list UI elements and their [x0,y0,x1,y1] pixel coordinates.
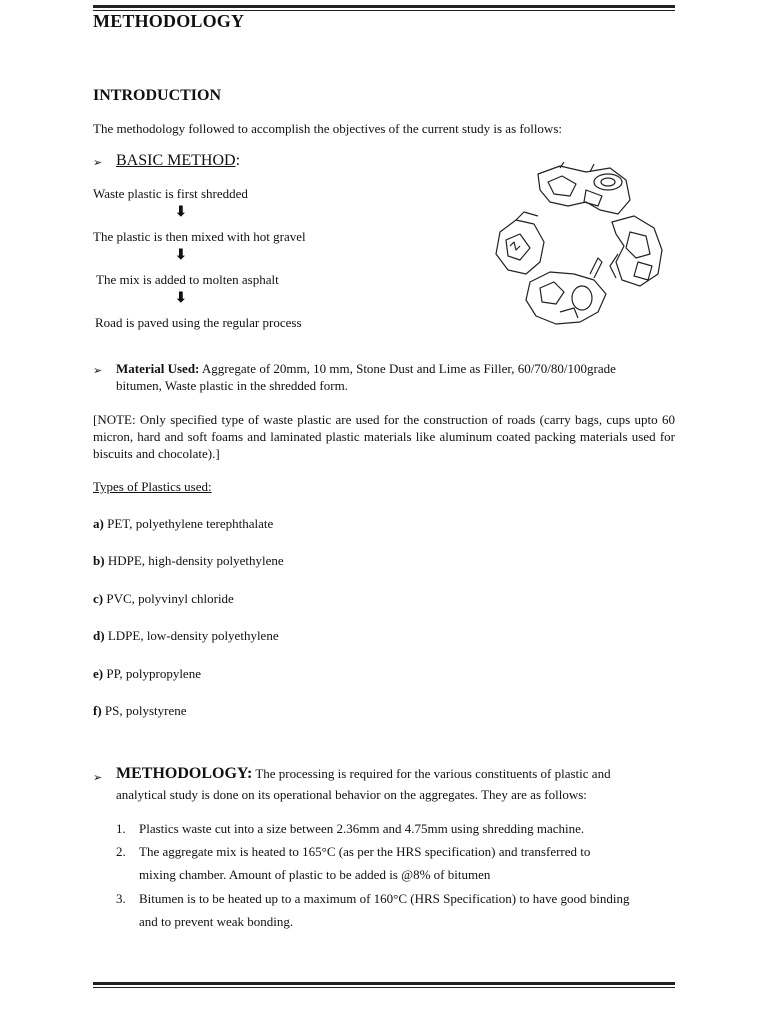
flow-step-1: Waste plastic is first shredded [93,186,248,201]
step-text-continued: and to prevent weak bonding. [139,914,294,929]
plastic-item [93,516,273,532]
bottom-rule-thin [93,987,675,988]
plastic-item [93,666,201,682]
material-used-label: Material Used: [116,361,200,376]
plastic-item-key: c) [93,591,104,606]
plastic-item-text: PET, polyethylene terephthalate [103,516,274,531]
methodology-line1 [116,765,611,783]
down-arrow-icon: ⬇ [175,291,187,306]
note-paragraph: [NOTE: Only specified type of waste plastic are used for the construction of roads (carry bags, cups upto 60 micron, hard and soft foams and laminated plastic materials like aluminum coated packing materials used for biscuits and chocolate).] [93,412,675,461]
bullet-arrow-icon: ➢ [93,772,103,784]
plastic-item-text: LDPE, low-density polyethylene [104,628,279,643]
plastic-item-text: PP, polypropylene [103,666,201,681]
introduction-heading: INTRODUCTION [93,87,222,104]
plastic-item [93,703,187,719]
basic-method-heading-text: BASIC METHOD [116,152,236,169]
plastic-item-key: a) [93,516,104,531]
introduction-text: The methodology followed to accomplish the objectives of the current study is as follows: [93,121,562,136]
material-used-text: Aggregate of 20mm, 10 mm, Stone Dust and Lime as Filler, 60/70/80/100grade [199,361,616,376]
step-text: Bitumen is to be heated up to a maximum of 160°C (HRS Specification) to have good binding [139,891,630,906]
step-number: 1. [116,821,126,836]
plastic-recycling-illustration [490,162,670,330]
down-arrow-icon: ⬇ [175,248,187,263]
flow-step-2: The plastic is then mixed with hot gravel [93,229,306,244]
step-text-continued: mixing chamber. Amount of plastic to be added is @8% of bitumen [139,867,491,882]
plastic-item-key: e) [93,666,104,681]
bullet-arrow-icon: ➢ [93,157,103,169]
bullet-arrow-icon: ➢ [93,365,103,377]
step-text: The aggregate mix is heated to 165°C (as per the HRS specification) and transferred to [139,844,591,859]
plastic-item-key: b) [93,553,105,568]
plastic-item-key: d) [93,628,105,643]
basic-method-heading [116,152,240,170]
plastics-heading: Types of Plastics used: [93,479,212,494]
plastic-item-key: f) [93,703,102,718]
plastic-item-text: PVC, polyvinyl chloride [103,591,234,606]
page-title: METHODOLOGY [93,11,245,31]
plastic-item-text: PS, polystyrene [101,703,187,718]
material-used-line1 [116,361,616,377]
flow-step-3: The mix is added to molten asphalt [96,272,279,287]
down-arrow-icon: ⬇ [175,205,187,220]
plastic-item [93,591,234,607]
basic-method-colon: : [235,152,241,169]
top-rule-thick [93,5,675,8]
flow-step-4: Road is paved using the regular process [95,315,302,330]
step-number: 3. [116,891,126,906]
methodology-intro-text: The processing is required for the various constituents of plastic and [252,766,611,781]
material-used-line2: bitumen, Waste plastic in the shredded form. [116,378,348,393]
step-text: Plastics waste cut into a size between 2.36mm and 4.75mm using shredding machine. [139,821,585,836]
step-number: 2. [116,844,126,859]
plastic-item [93,553,284,569]
methodology-heading: METHODOLOGY: [116,765,253,782]
plastic-item [93,628,279,644]
bottom-rule-thick [93,982,675,985]
methodology-line2: analytical study is done on its operational behavior on the aggregates. They are as follows: [116,787,587,802]
plastic-item-text: HDPE, high-density polyethylene [104,553,284,568]
